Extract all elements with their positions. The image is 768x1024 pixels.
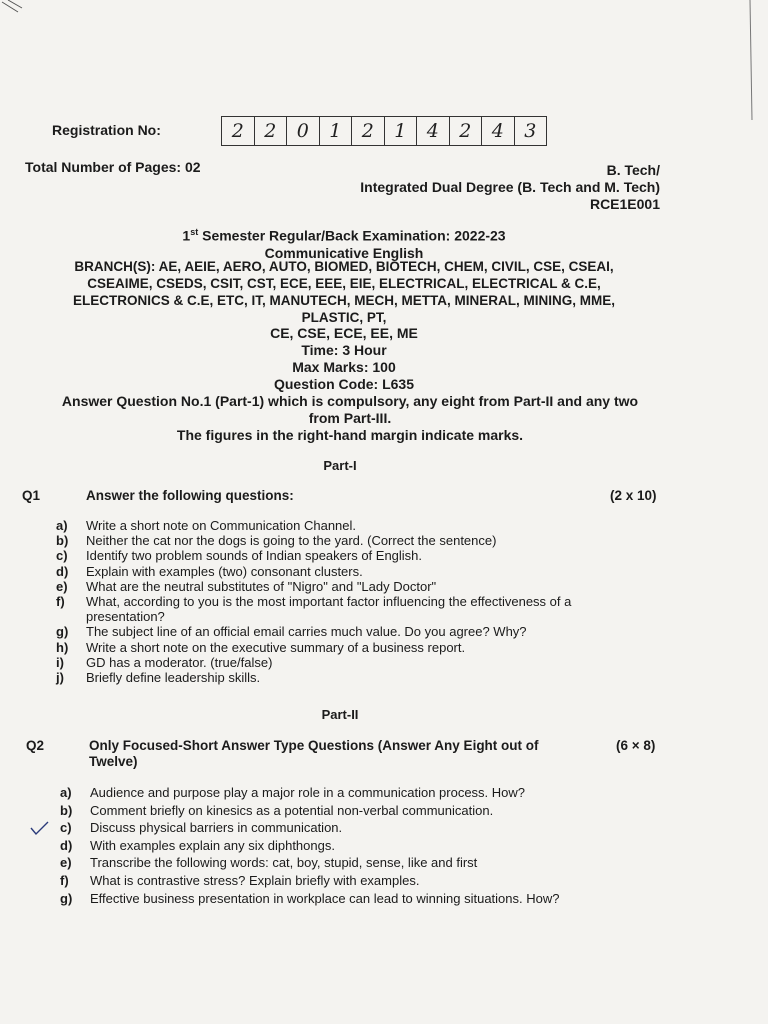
item-label: g) (60, 890, 73, 906)
q2-heading (89, 738, 599, 770)
item-text: Transcribe the following words: cat, boy, stupid, sense, like and first (90, 855, 478, 871)
registration-digit: 1 (320, 117, 353, 145)
item-text: With examples explain any six diphthongs. (90, 837, 335, 853)
branches-line: PLASTIC, PT, (301, 310, 387, 325)
item-label: g) (56, 624, 69, 640)
list-item (60, 872, 620, 890)
q1-items (56, 518, 616, 685)
item-label: d) (60, 837, 73, 853)
item-text: What is contrastive stress? Explain briefly with examples. (90, 872, 420, 888)
item-text: Discuss physical barriers in communication. (90, 820, 343, 836)
item-label: b) (60, 802, 73, 818)
q2-heading-line: Twelve) (89, 754, 138, 769)
item-label: f) (56, 594, 65, 610)
list-item (60, 784, 620, 802)
item-label: b) (56, 533, 69, 549)
item-text: What, according to you is the most important factor influencing the effectiveness of a presentation? (86, 594, 572, 625)
item-text: Explain with examples (two) consonant clusters. (86, 563, 363, 579)
registration-label: Registration No: (52, 122, 161, 138)
exam-title-block (24, 224, 664, 262)
item-text: Write a short note on the executive summary of a business report. (86, 639, 466, 655)
q2-marks: (6 × 8) (616, 738, 656, 753)
q2-heading-line: Only Focused-Short Answer Type Questions (Answer Any Eight out of (89, 738, 539, 753)
max-marks: Max Marks: 100 (292, 359, 396, 375)
branches-line: ELECTRONICS & C.E, ETC, IT, MANUTECH, MECH, METTA, MINERAL, MINING, MME, (73, 293, 615, 308)
list-item (60, 802, 620, 820)
part2-label: Part-II (321, 707, 359, 722)
item-label: c) (56, 548, 68, 564)
registration-digit: 0 (287, 117, 320, 145)
item-label: c) (60, 820, 72, 836)
list-item (56, 579, 616, 594)
registration-number-boxes (221, 116, 547, 146)
registration-digit: 4 (482, 117, 515, 145)
list-item (56, 640, 616, 655)
q2-items (60, 784, 620, 907)
q2-number: Q2 (26, 738, 45, 753)
semester-rest: Semester Regular/Back Examination: 2022-23 (198, 227, 506, 244)
list-item (56, 670, 616, 685)
registration-digit: 2 (255, 117, 288, 145)
item-label: d) (56, 563, 69, 579)
instruction-line: from Part-III. (308, 410, 392, 426)
tick-mark-icon (28, 818, 52, 838)
q1-number: Q1 (22, 488, 41, 503)
course-code: RCE1E001 (589, 196, 660, 212)
branches-line: BRANCH(S): AE, AEIE, AERO, AUTO, BIOMED, BIOTECH, CHEM, CIVIL, CSE, CSEAI, (74, 259, 614, 274)
list-item (56, 564, 616, 579)
exam-meta-block (24, 325, 664, 393)
branches-line: CSEAIME, CSEDS, CSIT, CST, ECE, EEE, EIE, ELECTRICAL, ELECTRICAL & C.E, (87, 276, 601, 291)
list-item (60, 854, 620, 872)
item-text: Audience and purpose play a major role in a communication process. How? (90, 785, 526, 800)
registration-digit: 2 (450, 117, 483, 145)
list-item (60, 890, 620, 908)
list-item (60, 819, 620, 837)
question-code: Question Code: L635 (273, 376, 415, 392)
page-fold-line (740, 0, 768, 120)
item-text: What are the neutral substitutes of "Nigro" and "Lady Doctor" (86, 578, 437, 594)
item-label: j) (56, 670, 64, 686)
total-pages: Total Number of Pages: 02 (25, 159, 201, 175)
registration-digit: 4 (417, 117, 450, 145)
semester-line (24, 224, 664, 245)
item-label: h) (56, 639, 69, 655)
semester-suffix: st (190, 227, 199, 237)
list-item (56, 533, 616, 548)
item-label: a) (56, 518, 68, 533)
list-item (56, 518, 616, 533)
semester-ordinal: 1 (182, 227, 191, 244)
item-text: GD has a moderator. (true/false) (86, 654, 273, 670)
registration-digit: 1 (385, 117, 418, 145)
item-label: e) (56, 578, 68, 594)
instruction-line: Answer Question No.1 (Part-1) which is compulsory, any eight from Part-II and any two (61, 393, 639, 409)
registration-digit: 2 (352, 117, 385, 145)
list-item (56, 594, 616, 624)
item-label: f) (60, 872, 69, 888)
item-label: e) (60, 855, 72, 871)
exam-time: Time: 3 Hour (301, 342, 387, 358)
item-text: Identify two problem sounds of Indian speakers of English. (86, 548, 423, 564)
corner-scribble (0, 0, 60, 20)
instruction-line: The figures in the right-hand margin indicate marks. (176, 427, 524, 443)
degree-line: B. Tech/ (606, 162, 660, 178)
item-text: Effective business presentation in workplace can lead to winning situations. How? (90, 890, 560, 906)
subject-title: Communicative English (264, 244, 424, 261)
item-text: The subject line of an official email carries much value. Do you agree? Why? (86, 624, 527, 640)
instructions-block (20, 393, 680, 444)
list-item (60, 837, 620, 855)
degree-line: Integrated Dual Degree (B. Tech and M. Tech) (360, 179, 660, 195)
item-label: a) (60, 785, 72, 800)
item-text: Comment briefly on kinesics as a potential non-verbal communication. (90, 802, 494, 818)
part1-label: Part-I (323, 458, 357, 473)
list-item (56, 548, 616, 563)
item-label: i) (56, 654, 64, 670)
registration-digit: 3 (524, 120, 537, 142)
item-text: Briefly define leadership skills. (86, 670, 261, 686)
q1-heading: Answer the following questions: (86, 488, 294, 503)
list-item (56, 655, 616, 670)
item-text: Neither the cat nor the dogs is going to the yard. (Correct the sentence) (86, 533, 497, 549)
item-text: Write a short note on Communication Channel. (86, 518, 357, 533)
branches-block (24, 258, 664, 326)
list-item (56, 624, 616, 639)
branches-line: CE, CSE, ECE, EE, ME (270, 325, 418, 341)
registration-digit: 2 (222, 117, 255, 145)
q1-marks: (2 x 10) (610, 488, 657, 503)
degree-block (360, 162, 660, 213)
